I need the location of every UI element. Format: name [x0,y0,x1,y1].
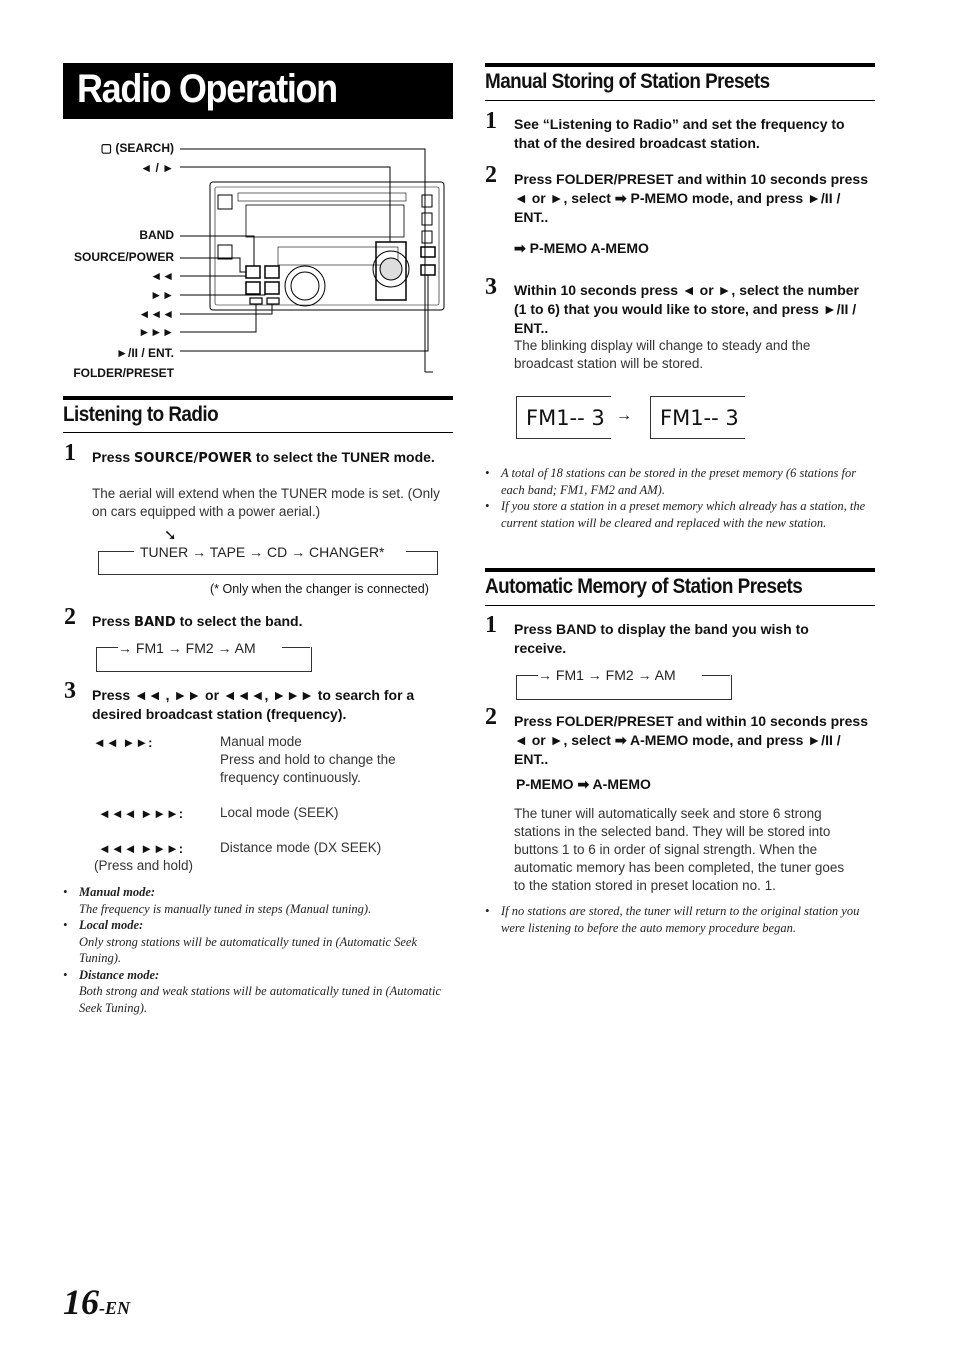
note-list: • Manual mode: The frequency is manually tuned in steps (Manual tuning). • Local mode: Only strong stations will be automatically tuned in (Automatic Seek Tuning). • Distance mode: Both strong and weak stations will be automatically tuned in (Automatic Seek Tuning). [63,885,442,1015]
pointer-icon: ➘ [164,527,177,544]
step-instruction: Press SOURCE/POWER to select the TUNER mode. [92,449,435,466]
step-body: The blinking display will change to steady and the broadcast station will be stored. [514,338,811,371]
mode-desc: Local mode (SEEK) [220,805,339,820]
source-flow: TUNER → TAPE → CD → CHANGER* [140,544,385,560]
step-instruction: See “Listening to Radio” and set the frequency to that of the desired broadcast station. [514,116,845,151]
band-flow-line-right [702,675,730,676]
band-flow: → FM1 → FM2 → AM [538,667,676,683]
mode-sub: (Press and hold) [94,858,194,873]
diagram-label-prev: ◄◄ [150,269,174,283]
lcd-display-blinking: FM1-- 3 [516,396,611,439]
changer-note: (* Only when the changer is connected) [210,582,429,596]
band-flow-line-right [282,647,310,648]
step-number: 2 [485,704,497,730]
mode-keys: ◄◄◄ ►►►: [98,841,184,856]
mode-desc-detail: Press and hold to change the frequency continuously. [220,752,396,785]
step-instruction: Press FOLDER/PRESET and within 10 seconds press ◄ or ►, select ➡ P-MEMO mode, and press ►/II / ENT.. [514,171,868,225]
page-number: 16-EN [63,1282,130,1322]
step-number: 1 [485,108,497,134]
diagram-label-band: BAND [139,228,174,242]
step-number: 3 [485,274,497,300]
device-diagram [60,135,455,385]
step-instruction: Press ◄◄ , ►► or ◄◄◄, ►►► to search for a desired broadcast station (frequency). [92,687,415,722]
step-number: 1 [485,612,497,638]
step-instruction: Press BAND to display the band you wish to receive. [514,621,809,656]
diagram-label-play-ent: ►/II / ENT. [116,346,174,360]
step-instruction: Press BAND to select the band. [92,613,303,630]
memo-line: ➡ P-MEMO A-MEMO [514,240,649,256]
step-instruction: Press FOLDER/PRESET and within 10 seconds press ◄ or ►, select ➡ A-MEMO mode, and press ►/II / ENT.. [514,713,868,767]
note-list: • A total of 18 stations can be stored in the preset memory (6 stations for each band; FM1, FM2 and AM). • If you store a station in a preset memory which already has a station, the current station will be cleared and replaced with the new station. [485,466,866,530]
mode-keys: ◄◄◄ ►►►: [98,806,184,821]
step-number: 1 [64,440,76,466]
diagram-label-folder-preset: FOLDER/PRESET [73,366,174,380]
source-flow-line-right [406,551,437,552]
section-heading-auto: Automatic Memory of Station Presets [485,568,875,606]
lcd-display-steady: FM1-- 3 [650,396,745,439]
step-instruction: Within 10 seconds press ◄ or ►, select the number (1 to 6) that you would like to store, and press ►/II / ENT.. [514,282,860,336]
band-flow: → FM1 → FM2 → AM [118,640,256,656]
memo-line: P-MEMO ➡ A-MEMO [516,776,651,792]
diagram-label-seek-prev: ◄◄◄ [138,307,174,321]
step-body: The tuner will automatically seek and store 6 strong stations in the selected band. They will be stored into buttons 1 to 6 in order of signal strength. When the automatic memory has been completed, the tuner goes to the station stored in preset location no. 1. [514,806,845,893]
step-number: 2 [485,162,497,188]
mode-desc: Distance mode (DX SEEK) [220,840,382,855]
band-flow-line [96,647,118,648]
step-number: 2 [64,604,76,630]
step-number: 3 [64,678,76,704]
band-flow-line [516,675,538,676]
step-body: The aerial will extend when the TUNER mode is set. (Only on cars equipped with a power aerial.) [92,486,440,519]
note-list: • If no stations are stored, the tuner will return to the original station you were listening to before the auto memory procedure began. [485,904,860,935]
section-heading-listening: Listening to Radio [63,396,453,433]
diagram-label-search: ▢ (SEARCH) [100,141,174,155]
source-flow-line [98,551,134,552]
diagram-label-arrows: ◄ / ► [140,161,174,175]
page-title: Radio Operation [77,67,337,111]
page-title-bar [63,63,453,119]
arrow-icon: → [616,407,632,424]
diagram-label-source-power: SOURCE/POWER [73,250,174,264]
diagram-label-seek-next: ►►► [138,325,174,339]
search-icon: ▢ [100,141,112,155]
section-heading-manual: Manual Storing of Station Presets [485,63,875,101]
mode-keys: ◄◄ ►►: [93,735,153,750]
diagram-label-next: ►► [150,288,174,302]
mode-desc: Manual mode [220,734,302,749]
